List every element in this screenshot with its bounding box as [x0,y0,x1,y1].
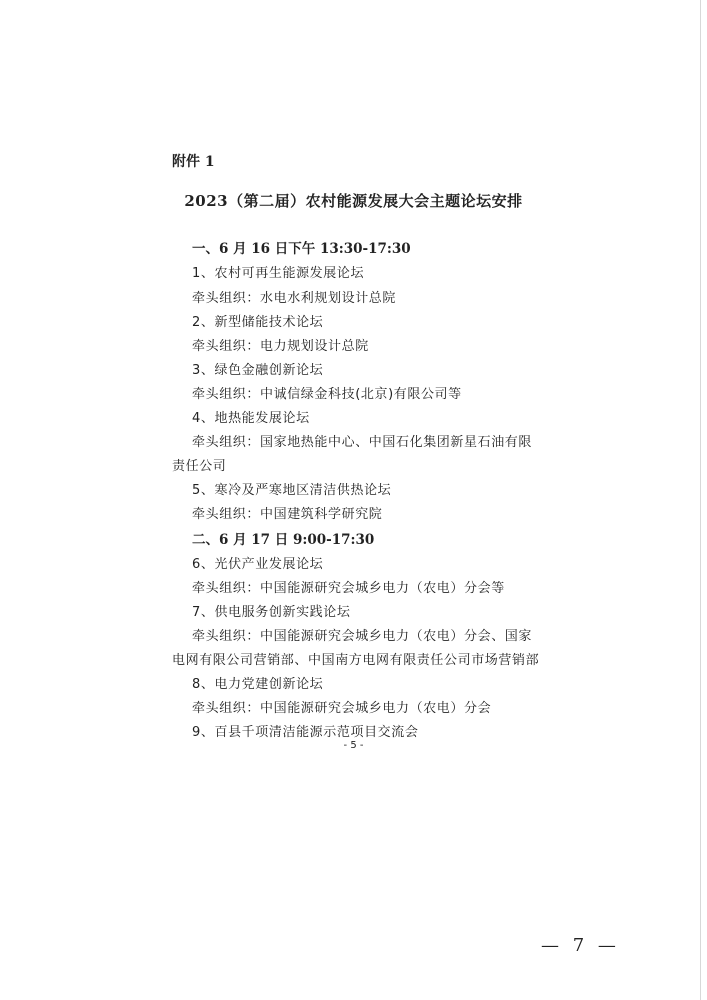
page-edge-line [700,0,701,1000]
forum-item: 9、百县千项清洁能源示范项目交流会 [192,725,419,740]
organizer-line: 牵头组织：水电水利规划设计总院 [192,291,397,306]
forum-item: 2、新型储能技术论坛 [192,315,324,330]
forum-item: 8、电力党建创新论坛 [192,677,324,692]
forum-item: 7、供电服务创新实践论坛 [192,605,351,620]
document-title: 2023（第二届）农村能源发展大会主题论坛安排 [184,192,523,210]
organizer-line-continued: 责任公司 [172,459,227,474]
organizer-line: 牵头组织：电力规划设计总院 [192,339,369,354]
section-heading-1: 一、6 月 16 日下午 13:30-17:30 [192,241,411,257]
forum-item: 6、光伏产业发展论坛 [192,557,324,572]
organizer-line-continued: 电网有限公司营销部、中国南方电网有限责任公司市场营销部 [172,653,540,668]
organizer-line: 牵头组织：国家地热能中心、中国石化集团新星石油有限 [192,435,533,450]
organizer-line: 牵头组织：中国能源研究会城乡电力（农电）分会 [192,701,492,716]
forum-item: 1、农村可再生能源发展论坛 [192,266,365,281]
organizer-line: 牵头组织：中国能源研究会城乡电力（农电）分会、国家 [192,629,533,644]
inner-page-number: - 5 - [343,740,364,751]
forum-item: 3、绿色金融创新论坛 [192,363,324,378]
organizer-line: 牵头组织：中诚信绿金科技(北京)有限公司等 [192,387,462,402]
organizer-line: 牵头组织：中国建筑科学研究院 [192,507,383,522]
attachment-label: 附件 1 [172,154,215,170]
forum-item: 4、地热能发展论坛 [192,411,310,426]
forum-item: 5、寒冷及严寒地区清洁供热论坛 [192,483,392,498]
outer-page-number: — 7 — [541,935,620,956]
section-heading-2: 二、6 月 17 日 9:00-17:30 [192,532,375,548]
organizer-line: 牵头组织：中国能源研究会城乡电力（农电）分会等 [192,581,505,596]
